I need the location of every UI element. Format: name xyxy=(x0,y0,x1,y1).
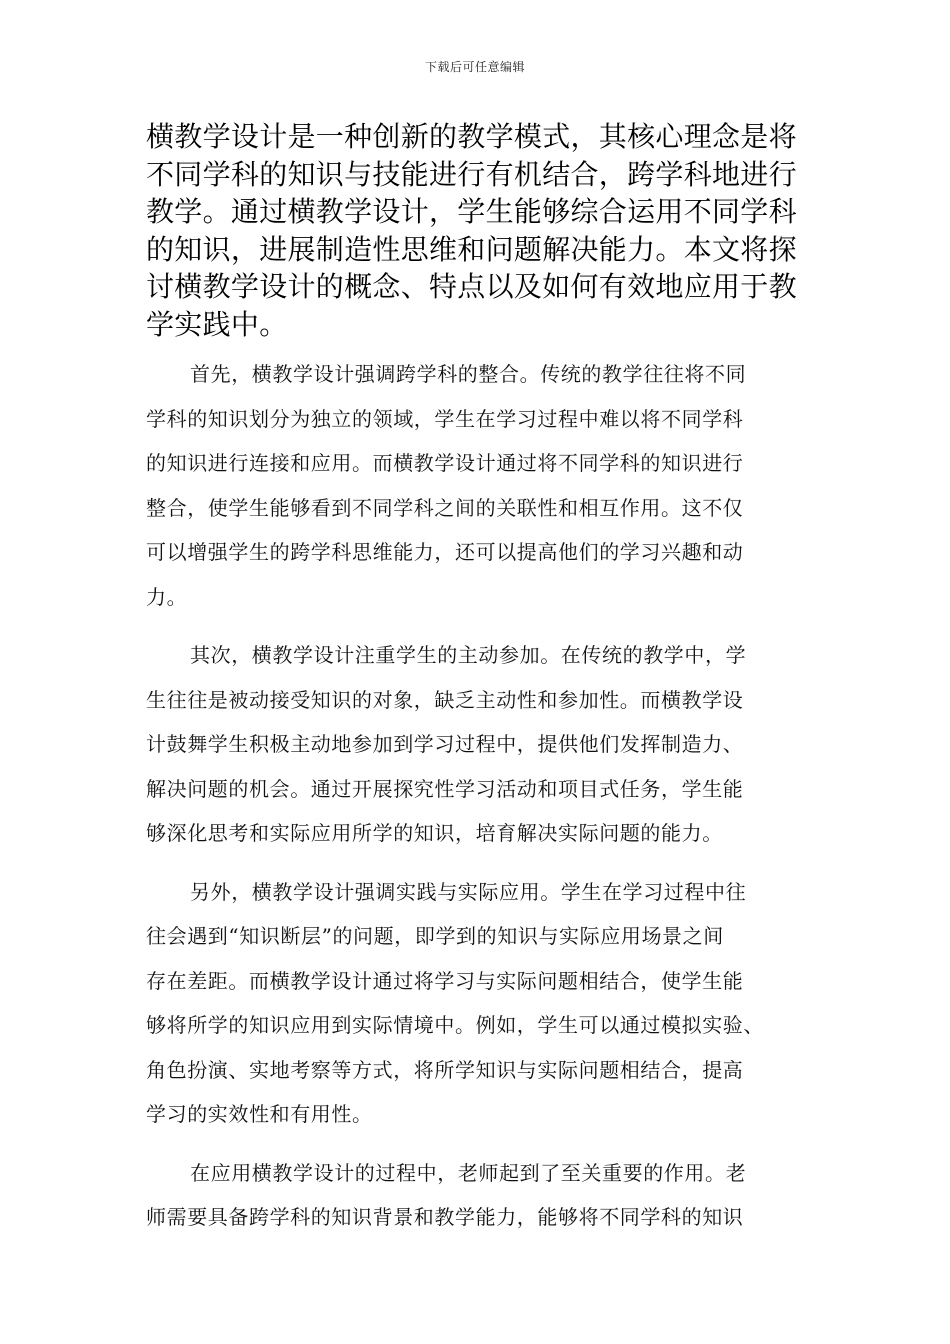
title-line: 讨横教学设计的概念、特点以及如何有效地应用于教 xyxy=(146,270,797,303)
paragraph-line: 够将所学的知识应用到实际情境中。例如，学生可以通过模拟实验、 xyxy=(146,1013,764,1037)
paragraph-line: 存在差距。而横教学设计通过将学习与实际问题相结合，使学生能 xyxy=(146,968,744,993)
paragraph-line: 另外，横教学设计强调实践与实际应用。学生在学习过程中往 xyxy=(190,879,747,904)
paragraph-line: 首先，横教学设计强调跨学科的整合。传统的教学往往将不同 xyxy=(190,362,747,386)
paragraph-line: 学科的知识划分为独立的领域，学生在学习过程中难以将不同学科 xyxy=(146,406,744,431)
paragraph-participation xyxy=(146,633,811,856)
paragraph-line: 其次，横教学设计注重学生的主动参加。在传统的教学中，学 xyxy=(190,643,747,667)
document-body xyxy=(146,352,811,1254)
title-line: 学实践中。 xyxy=(146,307,288,341)
paragraph-line: 往会遇到“知识断层”的问题，即学到的知识与实际应用场景之间 xyxy=(146,924,724,948)
paragraph-line: 的知识进行连接和应用。而横教学设计通过将不同学科的知识进行 xyxy=(146,451,744,475)
paragraph-integration xyxy=(146,352,811,619)
title-line: 不同学科的知识与技能进行有机结合，跨学科地进行 xyxy=(146,157,797,191)
paragraph-line: 可以增强学生的跨学科思维能力，还可以提高他们的学习兴趣和动 xyxy=(146,540,744,564)
title-line: 教学。通过横教学设计，学生能够综合运用不同学科 xyxy=(146,195,797,228)
title-line: 的知识，进展制造性思维和问题解决能力。本文将探 xyxy=(146,232,797,266)
paragraph-line: 师需要具备跨学科的知识背景和教学能力，能够将不同学科的知识 xyxy=(146,1205,744,1229)
paragraph-practice xyxy=(146,870,811,1137)
paragraph-line: 够深化思考和实际应用所学的知识，培育解决实际问题的能力。 xyxy=(146,821,723,845)
paragraph-line: 生往往是被动接受知识的对象，缺乏主动性和参加性。而横教学设 xyxy=(146,687,744,712)
title-line: 横教学设计是一种创新的教学模式，其核心理念是将 xyxy=(146,120,797,153)
paragraph-line: 计鼓舞学生积极主动地参加到学习过程中，提供他们发挥制造力、 xyxy=(146,732,744,756)
paragraph-line: 整合，使学生能够看到不同学科之间的关联性和相互作用。这不仅 xyxy=(146,495,744,520)
paragraph-teacher-role xyxy=(146,1151,811,1240)
paragraph-line: 角色扮演、实地考察等方式，将所学知识与实际问题相结合，提高 xyxy=(146,1057,744,1082)
paragraph-line: 在应用横教学设计的过程中，老师起到了至关重要的作用。老 xyxy=(190,1160,747,1185)
paragraph-line: 学习的实效性和有用性。 xyxy=(146,1102,373,1126)
paragraph-line: 力。 xyxy=(146,584,188,609)
paragraph-line: 解决问题的机会。通过开展探究性学习活动和项目式任务，学生能 xyxy=(146,776,744,801)
header-note: 下载后可任意编辑 xyxy=(424,60,525,74)
document-title xyxy=(146,118,811,343)
